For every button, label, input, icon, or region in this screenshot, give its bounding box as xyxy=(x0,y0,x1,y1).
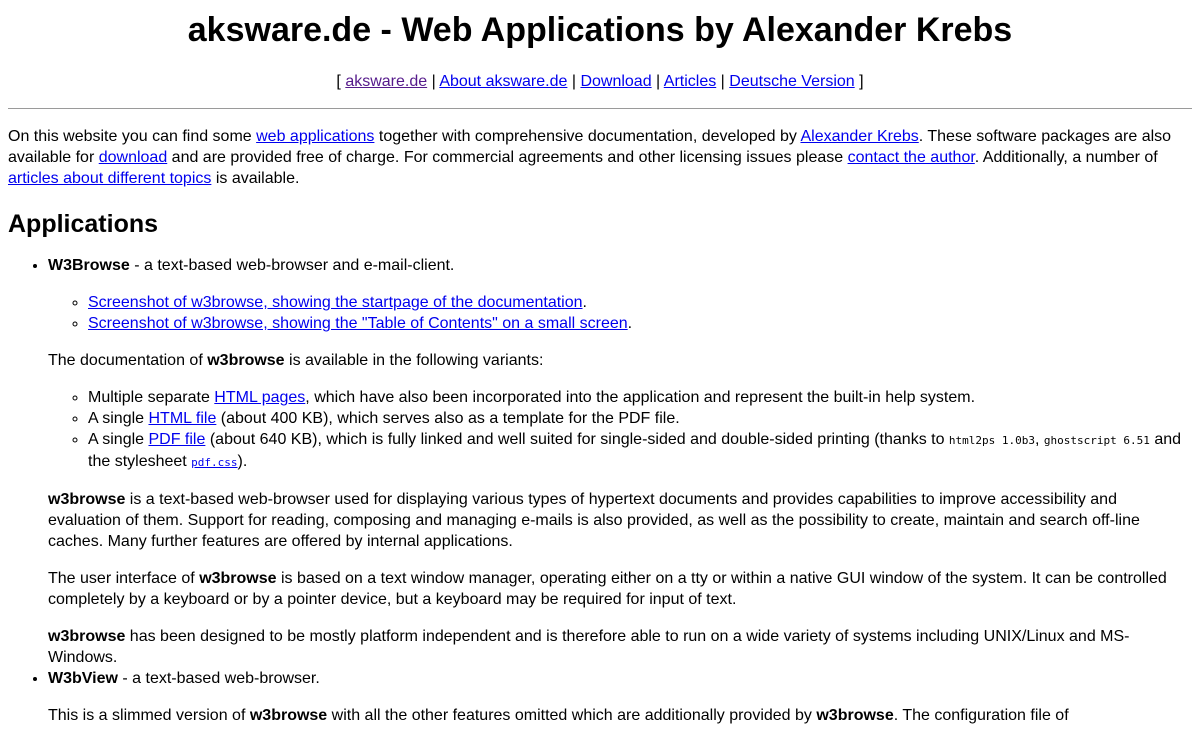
text: ). xyxy=(237,453,248,470)
app-description: - a text-based web-browser. xyxy=(117,670,320,687)
nav-link-download[interactable]: Download xyxy=(580,73,652,90)
link-html-file[interactable]: HTML file xyxy=(148,410,217,427)
link-pdf-css[interactable]: pdf.css xyxy=(191,456,238,469)
text: Multiple separate xyxy=(88,389,215,406)
list-item xyxy=(88,292,1192,313)
list-item xyxy=(88,313,1192,334)
text: is a text-based web-browser used for displaying various types of hypertext documents and provides capabilities to improve accessibility and evaluation of them. Support for reading, composing and managing e-mails is also provided, as well as the possibility to create, maintain and search off-line caches. Many further features are offered by internal applications. xyxy=(48,491,1140,550)
code-ghostscript: ghostscript 6.51 xyxy=(1043,434,1150,447)
list-item xyxy=(88,408,1192,429)
text: , which have also been incorporated into the application and represent the built-in help system. xyxy=(305,389,976,406)
nav-link-about[interactable]: About aksware.de xyxy=(439,73,568,90)
screenshot-link-startpage[interactable]: Screenshot of w3browse, showing the startpage of the documentation xyxy=(88,294,583,311)
w3bview-paragraph xyxy=(48,705,1192,726)
nav-link-german[interactable]: Deutsche Version xyxy=(729,73,855,90)
documentation-intro xyxy=(48,350,1192,371)
link-author[interactable]: Alexander Krebs xyxy=(800,128,919,145)
intro-text: is available. xyxy=(211,170,300,187)
intro-paragraph xyxy=(8,126,1192,189)
link-html-pages[interactable]: HTML pages xyxy=(214,389,306,406)
text: (about 640 KB), which is fully linked and well suited for single-sided and double-sided printing (thanks to xyxy=(205,431,949,448)
horizontal-rule xyxy=(8,108,1192,109)
nav-separator: | xyxy=(567,73,581,90)
intro-text: On this website you can find some xyxy=(8,128,257,145)
top-navigation xyxy=(8,72,1192,92)
text: A single xyxy=(88,410,149,427)
text: (about 400 KB), which serves also as a template for the PDF file. xyxy=(216,410,680,427)
text: is available in the following variants: xyxy=(284,352,544,369)
text: and the stylesheet xyxy=(88,431,1182,470)
nav-separator: | xyxy=(716,73,730,90)
link-download[interactable]: download xyxy=(98,149,168,166)
text: The documentation of xyxy=(48,352,208,369)
nav-link-home[interactable]: aksware.de xyxy=(345,73,428,90)
code-html2ps: html2ps 1.0b3 xyxy=(948,434,1036,447)
nav-bracket-close: ] xyxy=(854,73,864,90)
nav-separator: | xyxy=(427,73,440,90)
app-description: - a text-based web-browser and e-mail-client. xyxy=(129,257,455,274)
nav-bracket-open: [ xyxy=(336,73,346,90)
app-name-bold: w3browse xyxy=(48,628,126,645)
screenshot-list xyxy=(48,292,1192,334)
screenshot-link-toc[interactable]: Screenshot of w3browse, showing the "Table of Contents" on a small screen xyxy=(88,315,628,332)
text: A single xyxy=(88,431,149,448)
documentation-variants-list xyxy=(48,387,1192,473)
app-name: W3Browse xyxy=(48,257,130,274)
link-web-applications[interactable]: web applications xyxy=(256,128,375,145)
list-item xyxy=(88,387,1192,408)
list-item xyxy=(88,429,1192,473)
text: with all the other features omitted which are additionally provided by xyxy=(327,707,817,724)
app-name-bold: w3browse xyxy=(249,707,328,724)
text: has been designed to be mostly platform independent and is therefore able to run on a wide variety of systems including UNIX/Linux and MS-Windows. xyxy=(48,628,1130,666)
punctuation: . xyxy=(627,315,633,332)
link-pdf-file[interactable]: PDF file xyxy=(148,431,206,448)
text: is based on a text window manager, operating either on a tty or within a native GUI window of the system. It can be controlled completely by a keyboard or by a pointer device, but a keyboard may be required for input of text. xyxy=(48,570,1167,608)
punctuation: . xyxy=(582,294,587,311)
intro-text: together with comprehensive documentation, developed by xyxy=(374,128,801,145)
nav-link-articles[interactable]: Articles xyxy=(663,73,717,90)
user-interface-paragraph xyxy=(48,568,1192,610)
text: This is a slimmed version of xyxy=(48,707,250,724)
app-name-bold: w3browse xyxy=(48,491,126,508)
app-name-bold: w3browse xyxy=(207,352,285,369)
platform-paragraph xyxy=(48,626,1192,668)
intro-text: . These software packages are also available for xyxy=(8,128,1172,166)
page-title: aksware.de - Web Applications by Alexander Krebs xyxy=(187,11,1013,49)
list-item-w3bview xyxy=(48,668,1192,726)
link-contact-author[interactable]: contact the author xyxy=(847,149,975,166)
text: . The configuration file of xyxy=(893,707,1069,724)
app-name: W3bView xyxy=(48,670,118,687)
punctuation: , xyxy=(1035,431,1040,448)
applications-heading: Applications xyxy=(8,210,159,238)
nav-separator: | xyxy=(651,73,664,90)
description-paragraph xyxy=(48,489,1192,552)
text: The user interface of xyxy=(48,570,200,587)
app-name-bold: w3browse xyxy=(816,707,894,724)
link-articles[interactable]: articles about different topics xyxy=(8,170,212,187)
intro-text: . Additionally, a number of xyxy=(974,149,1158,166)
intro-text: and are provided free of charge. For commercial agreements and other licensing issues please xyxy=(167,149,848,166)
applications-list xyxy=(8,255,1192,726)
app-name-bold: w3browse xyxy=(199,570,277,587)
list-item-w3browse xyxy=(48,255,1192,668)
